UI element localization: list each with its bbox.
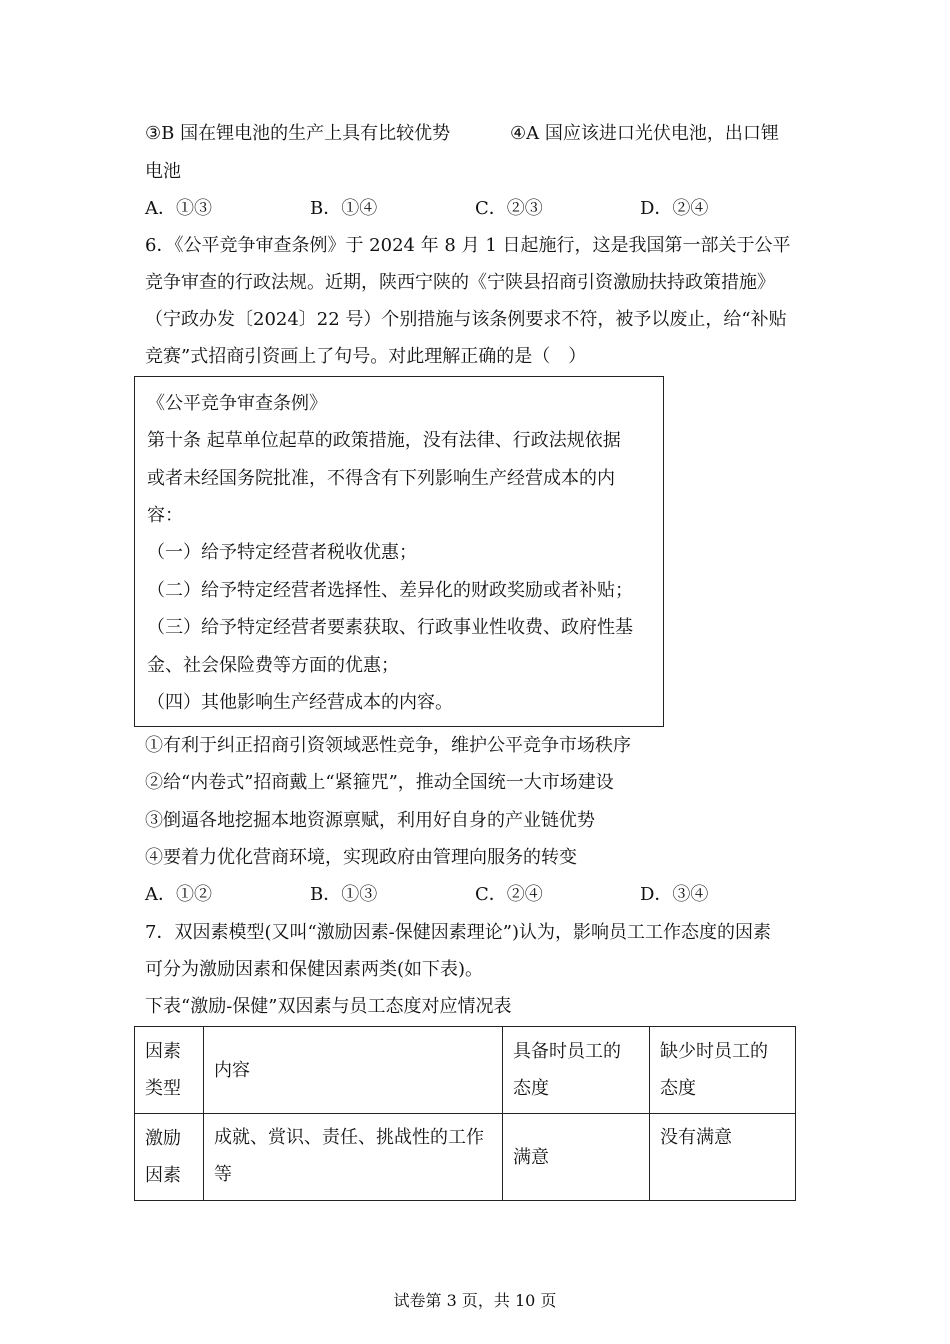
header-cell-present [503, 1027, 650, 1114]
q5-statement-4-cont: 电池 [145, 161, 181, 182]
header-cell-type [135, 1027, 204, 1114]
box-line: （二）给予特定经营者选择性、差异化的财政奖励或者补贴； [147, 580, 633, 601]
header-cell-content [204, 1027, 503, 1114]
row-cell-type [135, 1114, 204, 1201]
row-cell-present [503, 1114, 650, 1201]
q6-stem-line: 竞赛”式招商引资画上了句号。对此理解正确的是（ ） [145, 346, 587, 367]
q6-stem-line: （宁政办发〔2024〕22 号）个别措施与该条例要求不符，被予以废止，给“补贴 [145, 309, 787, 330]
q5-options [145, 197, 805, 221]
cell-line: 类型 [145, 1078, 181, 1099]
box-line: （三）给予特定经营者要素获取、行政事业性收费、政府性基 [147, 617, 633, 638]
box-line: （一）给予特定经营者税收优惠； [147, 542, 417, 563]
q5-statement-4: ④A 国应该进口光伏电池，出口锂 [510, 123, 779, 144]
cell-line: 激励 [145, 1128, 181, 1149]
q7-stem-line: 可分为激励因素和保健因素两类(如下表)。 [145, 959, 484, 980]
cell-line: 满意 [513, 1146, 549, 1168]
q6-statement-4: ④要着力优化营商环境，实现政府由管理向服务的转变 [145, 847, 577, 868]
q6-option-c[interactable]: C．②④ [475, 884, 543, 905]
cell-line: 缺少时员工的 [660, 1041, 768, 1062]
box-line: 或者未经国务院批准，不得含有下列影响生产经营成本的内 [147, 468, 615, 489]
cell-line: 因素 [145, 1165, 181, 1186]
row-cell-content [204, 1114, 503, 1201]
q6-option-d[interactable]: D．③④ [640, 884, 709, 905]
box-line: 容： [147, 505, 183, 526]
cell-line: 成就、赏识、责任、挑战性的工作 [214, 1127, 484, 1148]
box-line: 金、社会保险费等方面的优惠； [147, 655, 399, 676]
q5-option-c[interactable]: C．②③ [475, 198, 543, 219]
q5-option-b[interactable]: B．①④ [310, 198, 378, 219]
cell-line: 内容 [214, 1059, 250, 1081]
q6-option-b[interactable]: B．①③ [310, 884, 378, 905]
q6-statement-1: ①有利于纠正招商引资领域恶性竞争，维护公平竞争市场秩序 [145, 735, 631, 756]
cell-line: 没有满意 [660, 1127, 732, 1148]
regulation-excerpt-box [134, 376, 664, 727]
table-header-row [135, 1027, 796, 1114]
page-footer: 试卷第 3 页，共 10 页 [393, 1291, 557, 1310]
q6-statement-2: ②给“内卷式”招商戴上“紧箍咒”，推动全国统一大市场建设 [145, 772, 614, 793]
cell-line: 因素 [145, 1041, 181, 1062]
q6-stem-line: 6．《公平竞争审查条例》于 2024 年 8 月 1 日起施行，这是我国第一部关于公平 [145, 235, 791, 256]
q5-statement-3: ③B 国在锂电池的生产上具有比较优势 [145, 123, 451, 144]
table-row [135, 1114, 796, 1201]
box-line: 《公平竞争审查条例》 [147, 393, 327, 414]
q6-option-a[interactable]: A．①② [145, 884, 212, 905]
header-cell-absent [650, 1027, 796, 1114]
box-line: （四）其他影响生产经营成本的内容。 [147, 692, 453, 713]
table-title: 下表“激励-保健”双因素与员工态度对应情况表 [145, 996, 512, 1017]
q6-stem-line: 竞争审查的行政法规。近期，陕西宁陕的《宁陕县招商引资激励扶持政策措施》 [145, 272, 775, 293]
q6-options [145, 883, 805, 907]
q5-option-d[interactable]: D．②④ [640, 198, 709, 219]
box-line: 第十条 起草单位起草的政策措施，没有法律、行政法规依据 [147, 430, 621, 451]
two-factor-table [134, 1026, 796, 1201]
cell-line: 等 [214, 1164, 232, 1185]
row-cell-absent [650, 1114, 796, 1201]
cell-line: 态度 [660, 1078, 696, 1099]
cell-line: 态度 [513, 1078, 549, 1099]
q7-stem-line: 7．双因素模型(又叫“激励因素-保健因素理论”)认为，影响员工工作态度的因素 [145, 922, 771, 943]
q6-statement-3: ③倒逼各地挖掘本地资源禀赋，利用好自身的产业链优势 [145, 810, 595, 831]
q5-option-a[interactable]: A．①③ [145, 198, 212, 219]
cell-line: 具备时员工的 [513, 1041, 621, 1062]
